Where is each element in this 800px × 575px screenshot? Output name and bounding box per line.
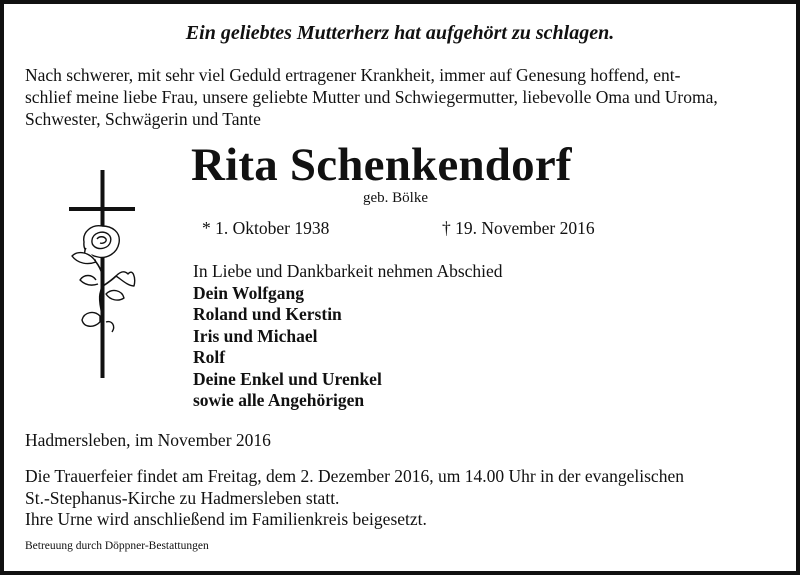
mourner-name: Dein Wolfgang <box>193 282 305 303</box>
funeral-line: Ihre Urne wird anschließend im Familienkreis beigesetzt. <box>25 509 427 529</box>
funeral-line: Die Trauerfeier findet am Freitag, dem 2. Dezember 2016, um 14.00 Uhr in der evangelischen <box>25 466 684 486</box>
intro-line: schlief meine liebe Frau, unsere geliebte Mutter und Schwiegermutter, liebevolle Oma und Uroma, <box>25 87 718 107</box>
intro-paragraph <box>25 64 718 130</box>
intro-line: Nach schwerer, mit sehr viel Geduld ertragener Krankheit, immer auf Genesung hoffend, ent- <box>25 65 681 85</box>
death-date: † 19. November 2016 <box>442 218 595 238</box>
mourners-list <box>193 261 503 412</box>
headline: Ein geliebtes Mutterherz hat aufgehört zu schlagen. <box>185 22 615 44</box>
funeral-line: St.-Stephanus-Kirche zu Hadmersleben statt. <box>25 487 340 508</box>
cross-with-rose-icon <box>66 170 140 382</box>
deceased-name: Rita Schenkendorf <box>191 139 572 191</box>
birth-date: * 1. Oktober 1938 <box>202 218 330 238</box>
mourner-name: Roland und Kerstin <box>193 304 342 324</box>
maiden-name: geb. Bölke <box>363 190 428 206</box>
mourner-name: Iris und Michael <box>193 325 318 346</box>
mourner-name: Rolf <box>193 347 226 367</box>
intro-line: Schwester, Schwägerin und Tante <box>25 109 261 129</box>
mourner-name: Deine Enkel und Urenkel <box>193 368 382 389</box>
mourners-intro: In Liebe und Dankbarkeit nehmen Abschied <box>193 261 503 281</box>
funeral-home-credit: Betreuung durch Döppner-Bestattungen <box>25 540 209 552</box>
mourner-name: sowie alle Angehörigen <box>193 390 365 410</box>
funeral-details <box>25 466 684 531</box>
place-and-date: Hadmersleben, im November 2016 <box>25 430 271 450</box>
